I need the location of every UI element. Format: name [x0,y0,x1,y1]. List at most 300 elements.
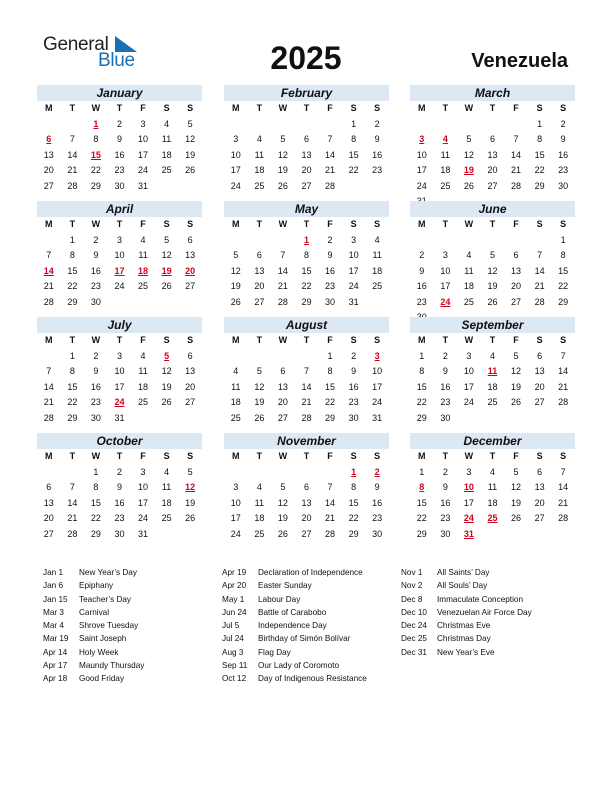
day-cell: 25 [254,528,265,539]
empty-day-cell [37,117,61,133]
day-cell: 18 [487,497,498,508]
holiday-name: Shrove Tuesday [79,621,139,631]
week-row [410,411,575,427]
day-cell: 6 [280,366,286,376]
day-cell: 6 [513,250,519,260]
holiday-item [401,619,532,632]
day-cell: 4 [489,466,495,477]
holiday-day-cell: 4 [442,134,448,144]
empty-day-cell [410,233,434,249]
country-name: Venezuela [471,50,568,72]
day-cell: 22 [90,165,101,175]
day-cell: 25 [440,180,451,191]
holiday-name: Labour Day [258,594,301,604]
holiday-day-cell: 1 [93,118,99,129]
holiday-item [222,659,367,672]
day-cell: 19 [277,165,288,175]
holiday-day-cell: 11 [487,366,498,376]
week-row [224,233,389,249]
day-cell: 23 [114,165,125,175]
week-row [37,496,202,512]
empty-day-cell [155,411,179,427]
day-cell: 13 [43,149,54,160]
day-cell: 16 [440,497,451,508]
day-cell: 12 [161,366,172,376]
day-cell: 3 [351,234,357,245]
day-cell: 25 [161,165,172,175]
holiday-name: Day of Indigenous Resistance [258,674,367,684]
month-title: November [224,433,389,449]
day-cell: 29 [325,412,336,423]
weekday-label: W [91,103,101,113]
day-cell: 4 [489,350,495,361]
holiday-day-cell: 15 [90,149,101,160]
week-row [410,395,575,411]
day-cell: 20 [254,281,265,291]
day-cell: 13 [534,366,545,376]
day-cell: 27 [43,180,54,191]
day-cell: 26 [185,165,196,175]
day-cell: 16 [90,381,101,392]
week-row [37,233,202,249]
day-cell: 11 [138,250,148,260]
day-cell: 31 [138,180,149,191]
week-row [37,349,202,365]
empty-day-cell [61,117,85,133]
day-cell: 11 [161,482,172,492]
holiday-name: Declaration of Independence [258,568,363,577]
day-cell: 27 [185,397,196,407]
holiday-name: Battle of Carabobo [258,607,327,617]
weekday-label: W [464,335,474,345]
day-cell: 19 [161,381,172,392]
day-cell: 28 [67,528,78,539]
weekday-label: T [116,219,123,229]
holiday-date: Apr 20 [222,581,247,591]
empty-day-cell [481,411,505,427]
day-cell: 13 [301,149,312,160]
day-cell: 1 [419,466,425,477]
empty-day-cell [504,233,528,249]
weekday-label: F [513,451,519,461]
empty-day-cell [178,411,202,427]
day-cell: 17 [348,265,359,276]
empty-day-cell [504,411,528,427]
day-cell: 10 [114,366,125,376]
week-row [224,349,389,365]
day-cell: 12 [230,265,241,276]
empty-day-cell [410,117,434,133]
day-cell: 20 [185,381,196,392]
day-cell: 8 [419,366,425,376]
week-row [37,465,202,481]
day-cell: 29 [67,412,78,423]
day-cell: 21 [325,513,336,523]
weekday-label: S [163,103,170,113]
day-cell: 17 [416,165,427,175]
day-cell: 6 [303,134,309,144]
holiday-date: Dec 10 [401,607,427,617]
day-cell: 10 [230,497,241,508]
day-cell: 20 [277,397,288,407]
day-cell: 28 [325,528,336,539]
month-may [224,201,389,310]
empty-day-cell [131,295,155,311]
day-cell: 10 [372,366,383,376]
holiday-item [401,566,532,579]
day-cell: 14 [558,482,569,492]
month-title: September [410,317,575,333]
day-cell: 12 [185,134,196,144]
empty-day-cell [271,233,295,249]
weekday-label: T [489,219,496,229]
day-cell: 23 [440,513,451,523]
holiday-name: Immaculate Conception [437,594,524,604]
weekday-label: T [489,335,496,345]
day-cell: 21 [43,281,54,291]
day-cell: 3 [116,350,122,361]
weekday-label: F [513,219,519,229]
day-cell: 6 [256,250,262,260]
day-cell: 21 [534,281,545,291]
week-row [37,248,202,264]
week-row [410,179,575,195]
empty-day-cell [108,295,132,311]
weekday-label: W [278,335,288,345]
day-cell: 20 [487,165,498,175]
day-cell: 10 [138,134,149,144]
holiday-day-cell: 14 [43,265,54,276]
weekday-header [224,449,389,465]
weekday-label: S [163,219,170,229]
day-cell: 15 [90,497,101,508]
holiday-item [222,593,367,606]
day-cell: 7 [327,134,333,144]
day-cell: 3 [442,250,448,260]
month-july [37,317,202,426]
month-title: January [37,85,202,101]
holiday-day-cell: 3 [374,350,380,361]
holiday-day-cell: 31 [463,528,474,539]
day-cell: 5 [187,466,193,477]
weekday-label: F [327,335,333,345]
day-cell: 13 [277,381,288,392]
weekday-label: S [560,219,567,229]
day-cell: 26 [185,513,196,523]
day-cell: 5 [466,134,472,144]
week-row [224,248,389,264]
empty-day-cell [61,465,85,481]
month-june [410,201,575,326]
day-cell: 21 [558,381,569,392]
day-cell: 5 [187,118,193,129]
day-cell: 22 [348,165,359,175]
day-cell: 30 [440,528,451,539]
day-cell: 22 [90,513,101,523]
holiday-day-cell: 24 [463,513,474,523]
day-cell: 2 [419,250,425,260]
week-row [224,411,389,427]
holiday-date: Apr 14 [43,647,68,657]
weekday-label: S [187,335,194,345]
day-cell: 11 [440,149,451,160]
day-cell: 23 [348,397,359,407]
day-cell: 20 [301,513,312,523]
day-cell: 7 [69,482,75,492]
day-cell: 16 [416,281,427,291]
holiday-day-cell: 19 [161,265,172,276]
week-row [37,380,202,396]
day-cell: 5 [513,466,519,477]
day-cell: 23 [90,397,101,407]
day-cell: 22 [325,397,336,407]
holiday-item [43,566,144,579]
day-cell: 21 [511,165,522,175]
day-cell: 17 [138,497,149,508]
month-title: June [410,201,575,217]
day-cell: 8 [69,366,75,376]
day-cell: 22 [558,281,569,291]
empty-day-cell [528,527,552,543]
weekday-label: W [278,219,288,229]
week-row [224,148,389,164]
day-cell: 23 [90,281,101,291]
weekday-label: T [442,335,449,345]
empty-day-cell [295,465,319,481]
week-row [410,279,575,295]
day-cell: 19 [277,513,288,523]
holiday-name: Carnival [79,607,110,617]
day-cell: 11 [254,149,265,160]
week-row [410,233,575,249]
day-cell: 9 [374,134,380,144]
holiday-date: Dec 25 [401,634,427,644]
day-cell: 20 [43,513,54,523]
day-cell: 27 [534,513,545,523]
day-cell: 4 [164,466,170,477]
holiday-day-cell: 8 [419,482,425,492]
holiday-day-cell: 25 [487,513,498,523]
day-cell: 23 [558,165,569,175]
day-cell: 6 [537,350,543,361]
day-cell: 26 [511,513,522,523]
weekday-label: T [69,103,76,113]
day-cell: 9 [560,134,566,144]
day-cell: 26 [254,412,265,423]
day-cell: 2 [351,350,357,361]
day-cell: 9 [442,482,448,492]
day-cell: 27 [534,397,545,407]
empty-day-cell [155,295,179,311]
day-cell: 18 [138,381,149,392]
day-cell: 1 [537,118,543,129]
day-cell: 25 [463,296,474,307]
day-cell: 1 [69,234,75,245]
empty-day-cell [224,349,248,365]
weekday-label: F [140,103,146,113]
empty-day-cell [481,117,505,133]
weekday-label: F [140,335,146,345]
weekday-label: T [256,219,263,229]
day-cell: 15 [67,381,78,392]
day-cell: 1 [351,118,357,129]
empty-day-cell [37,349,61,365]
day-cell: 27 [185,281,196,291]
month-october [37,433,202,542]
empty-day-cell [37,465,61,481]
day-cell: 21 [558,497,569,508]
day-cell: 20 [534,497,545,508]
empty-day-cell [528,411,552,427]
day-cell: 28 [43,296,54,307]
holiday-name: Christmas Eve [437,621,491,631]
day-cell: 14 [511,149,522,160]
weekday-label: F [327,103,333,113]
week-row [37,163,202,179]
holiday-name: Good Friday [79,674,125,684]
day-cell: 8 [93,482,99,492]
day-cell: 24 [138,165,149,175]
day-cell: 25 [230,412,241,423]
day-cell: 31 [372,412,383,423]
day-cell: 9 [327,250,333,260]
weekday-label: T [69,219,76,229]
weekday-label: S [536,103,543,113]
day-cell: 28 [558,397,569,407]
day-cell: 14 [67,149,78,160]
month-title: October [37,433,202,449]
empty-day-cell [551,411,575,427]
empty-day-cell [295,349,319,365]
empty-day-cell [457,411,481,427]
day-cell: 7 [560,350,566,361]
weekday-label: W [464,219,474,229]
week-row [410,380,575,396]
week-row [37,279,202,295]
day-cell: 6 [187,234,193,245]
weekday-label: W [278,451,288,461]
holiday-name: Flag Day [258,647,291,657]
weekday-label: S [163,451,170,461]
month-title: February [224,85,389,101]
day-cell: 16 [372,497,383,508]
day-cell: 15 [67,265,78,276]
weekday-label: T [116,451,123,461]
day-cell: 1 [93,466,99,477]
day-cell: 16 [114,149,125,160]
day-cell: 21 [67,165,78,175]
holiday-item [43,593,144,606]
day-cell: 9 [419,265,425,276]
empty-day-cell [434,233,458,249]
empty-day-cell [155,527,179,543]
day-cell: 23 [114,513,125,523]
weekday-label: S [560,451,567,461]
holiday-day-cell: 24 [114,397,125,407]
weekday-label: T [69,451,76,461]
holiday-date: Jun 24 [222,607,247,617]
holiday-name: All Saints’ Day [437,568,490,577]
day-cell: 17 [372,381,383,392]
week-row [224,364,389,380]
logo-text-general: General [43,34,109,55]
holiday-item [222,606,367,619]
holiday-column [43,566,144,686]
weekday-label: S [560,103,567,113]
holiday-day-cell: 17 [114,265,125,276]
day-cell: 18 [161,149,172,160]
holiday-date: Mar 4 [43,621,64,631]
day-cell: 29 [90,528,101,539]
day-cell: 9 [93,250,99,260]
day-cell: 7 [46,366,52,376]
day-cell: 14 [534,265,545,276]
day-cell: 28 [511,180,522,191]
day-cell: 14 [325,149,336,160]
weekday-label: F [327,451,333,461]
weekday-label: T [116,335,123,345]
empty-day-cell [155,179,179,195]
day-cell: 17 [463,381,474,392]
day-cell: 6 [187,350,193,361]
holiday-name: Venezuelan Air Force Day [437,607,532,617]
holiday-name: New Year’s Eve [437,647,495,657]
holiday-name: New Year’s Day [79,568,137,577]
day-cell: 30 [348,412,359,423]
week-row [224,480,389,496]
page-title: 2025 [270,40,342,76]
day-cell: 2 [93,234,99,245]
week-row [224,395,389,411]
day-cell: 19 [487,281,498,291]
holiday-name: Our Lady of Coromoto [258,661,340,671]
empty-day-cell [551,527,575,543]
weekday-label: S [350,103,357,113]
day-cell: 1 [69,350,75,361]
weekday-label: S [560,335,567,345]
weekday-label: M [45,451,53,461]
month-title: August [224,317,389,333]
week-row [224,380,389,396]
day-cell: 8 [327,366,333,376]
weekday-label: S [536,335,543,345]
weekday-label: T [256,451,263,461]
weekday-label: S [187,451,194,461]
weekday-label: S [374,219,381,229]
day-cell: 7 [69,134,75,144]
day-cell: 23 [440,397,451,407]
day-cell: 26 [161,397,172,407]
empty-day-cell [248,117,272,133]
month-september [410,317,575,426]
empty-day-cell [131,411,155,427]
weekday-label: S [163,335,170,345]
day-cell: 25 [372,281,383,291]
day-cell: 8 [69,250,75,260]
day-cell: 30 [90,412,101,423]
day-cell: 21 [301,397,312,407]
week-row [37,148,202,164]
holiday-item [43,619,144,632]
day-cell: 28 [325,180,336,191]
holiday-item [222,672,367,685]
month-title: December [410,433,575,449]
day-cell: 2 [442,466,448,477]
day-cell: 25 [138,281,149,291]
holiday-item [222,619,367,632]
month-december [410,433,575,542]
day-cell: 24 [463,397,474,407]
